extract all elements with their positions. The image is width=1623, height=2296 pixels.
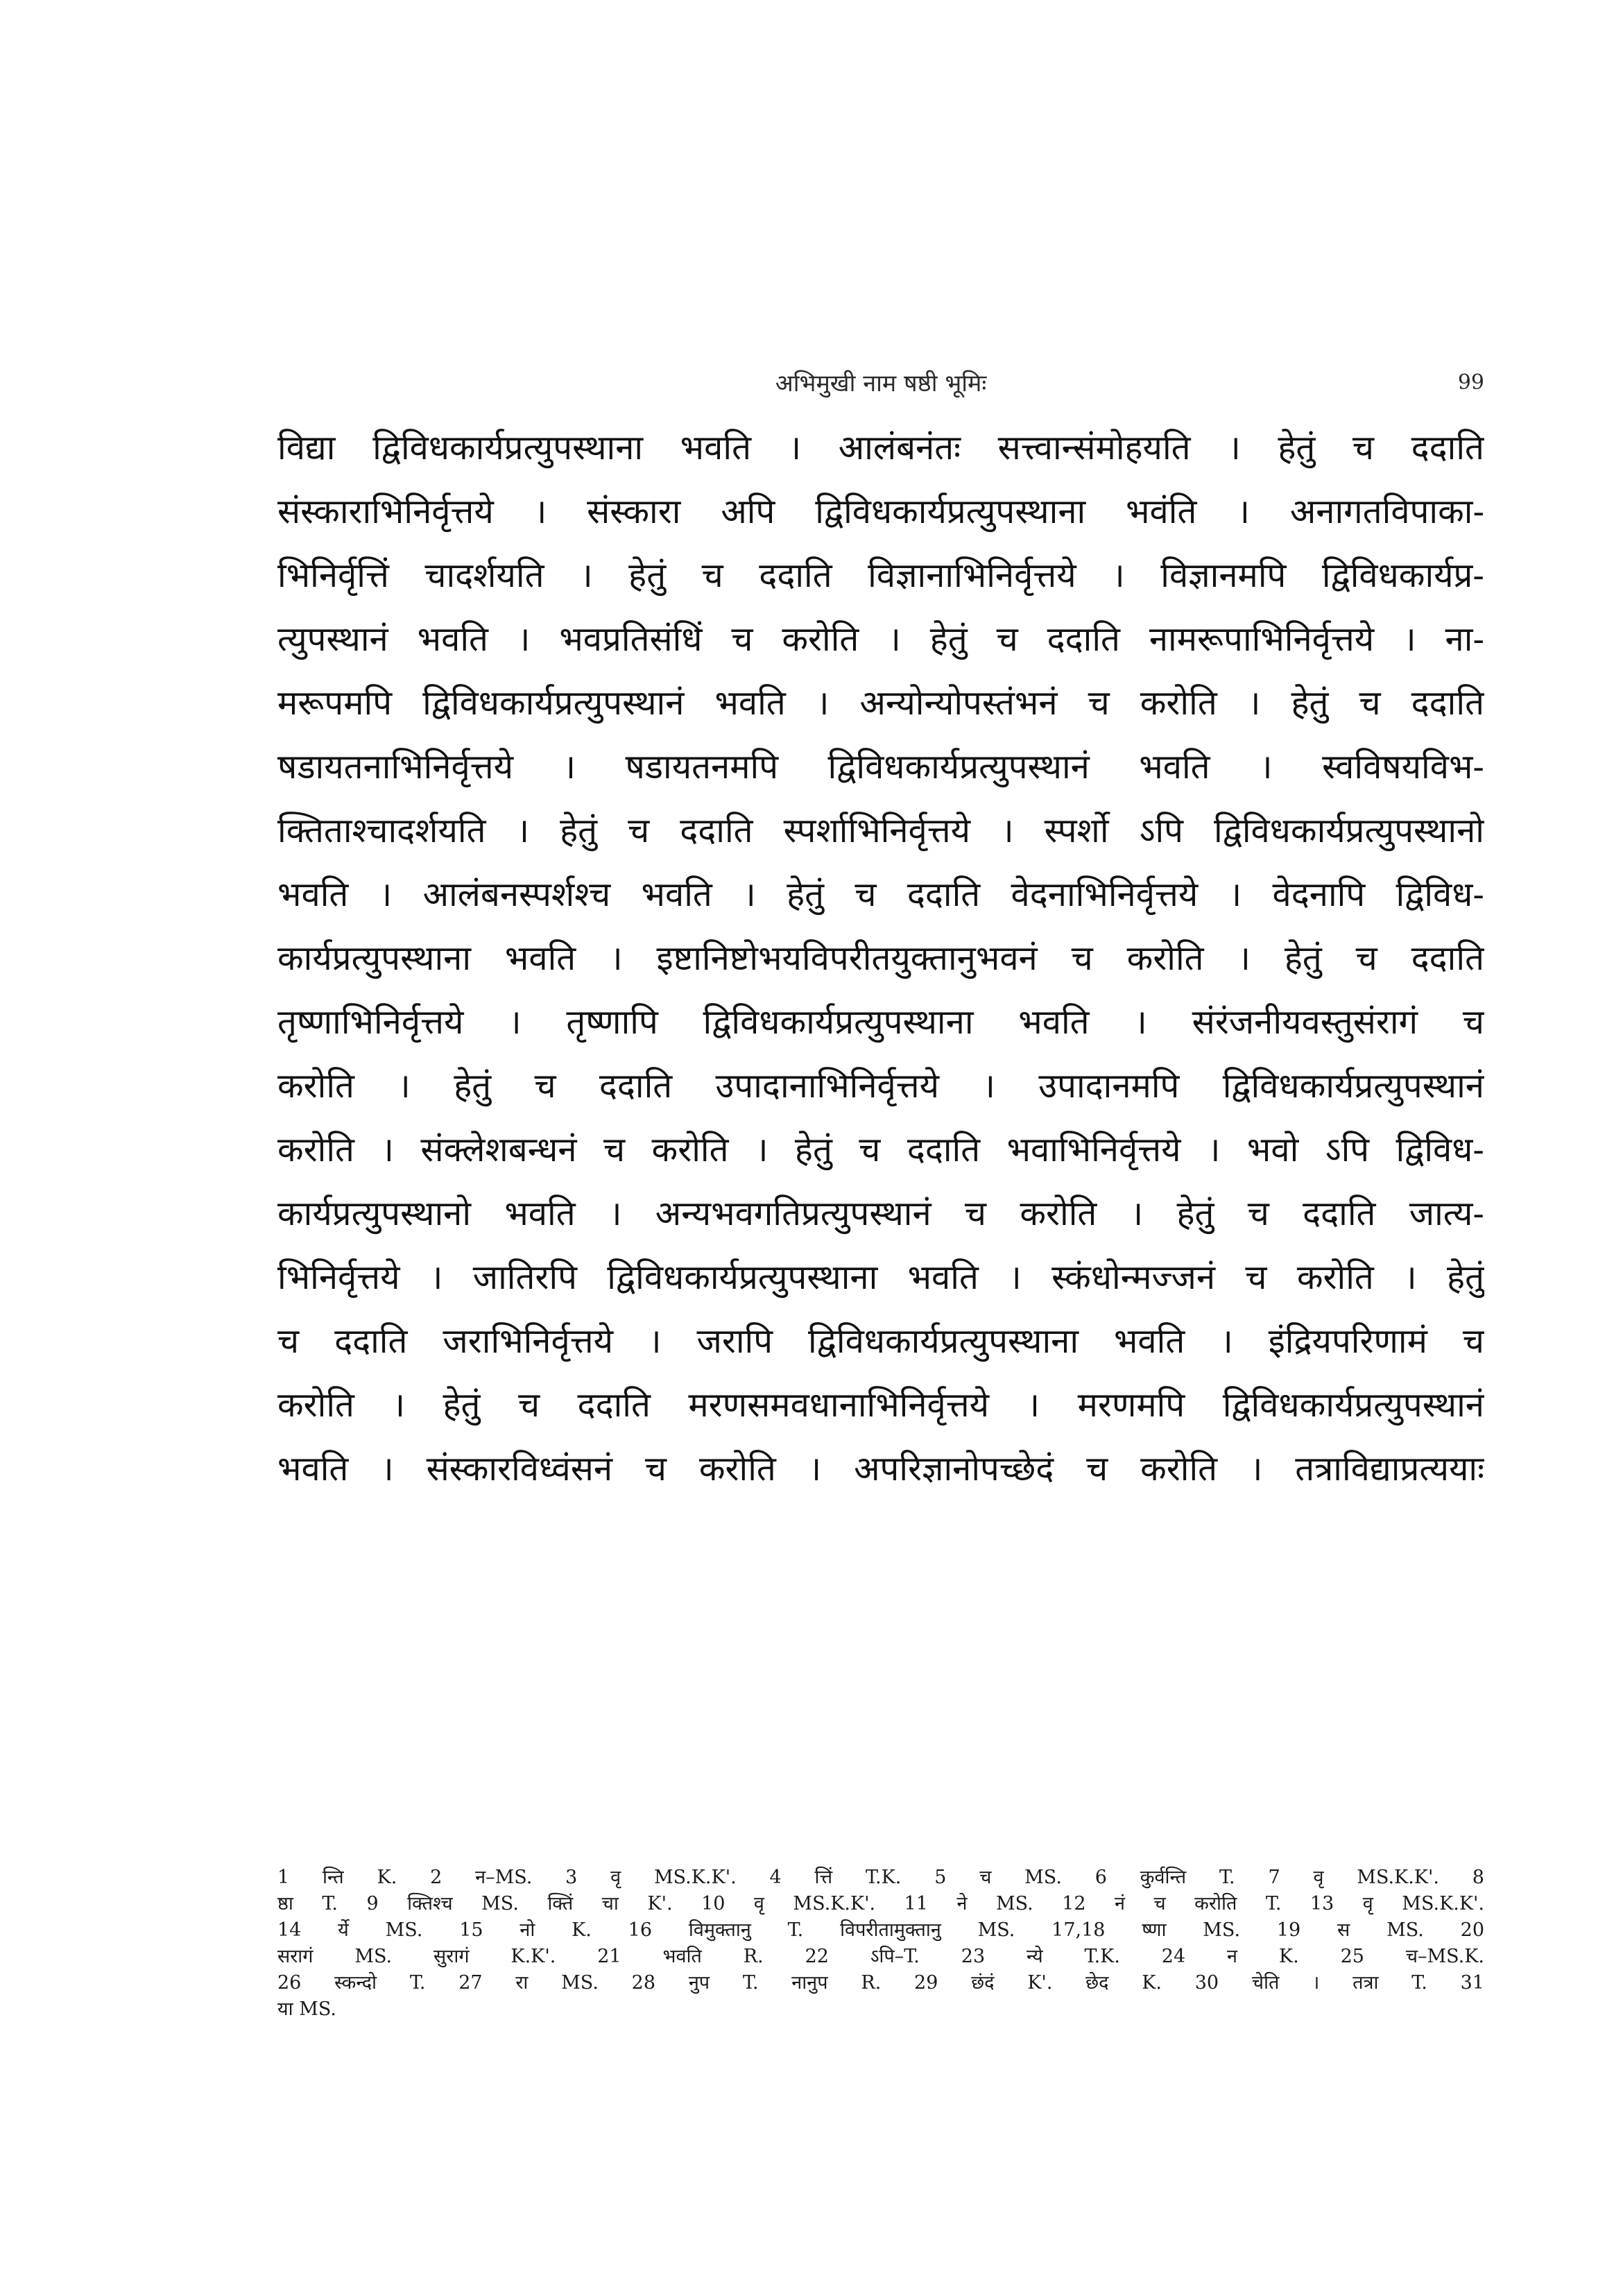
text-line: संस्काराभिनिर्वृत्तये । संस्कारा अपि द्विविधकार्यप्रत्युपस्थाना भवंति । अनागतविपाका- <box>277 492 1484 531</box>
text-line: करोति । संक्लेशबन्धनं च करोति । हेतुं च ददाति भवाभिनिर्वृत्तये । भवो ऽपि द्विविध- <box>277 1130 1484 1170</box>
text-line: त्युपस्थानं भवति । भवप्रतिसंधिं च करोति । हेतुं च ददाति नामरूपाभिनिर्वृत्तये । ना- <box>277 619 1484 659</box>
footnote-line: 1 न्ति K. 2 न–MS. 3 वृ MS.K.K'. 4 त्तिं T.K. 5 च MS. 6 कुर्वन्ति T. 7 वृ MS.K.K'. 8 <box>277 1867 1484 1888</box>
text-line: मरूपमपि द्विविधकार्यप्रत्युपस्थानं भवति । अन्योन्योपस्तंभनं च करोति । हेतुं च ददाति <box>277 683 1484 723</box>
page-number: 99 <box>1457 370 1484 395</box>
main-text-block <box>277 416 1484 1501</box>
footnotes-block <box>277 1865 1484 2023</box>
text-line: विद्या द्विविधकार्यप्रत्युपस्थाना भवति । आलंबनंतः सत्त्वान्संमोहयति । हेतुं च ददाति <box>277 428 1484 468</box>
text-line: करोति । हेतुं च ददाति मरणसमवधानाभिनिर्वृत्तये । मरणमपि द्विविधकार्यप्रत्युपस्थानं <box>277 1385 1484 1425</box>
footnote-line: सरागं MS. सुरागं K.K'. 21 भवति R. 22 ऽपि–T. 23 न्ये T.K. 24 न K. 25 च–MS.K. <box>277 1946 1484 1967</box>
text-line: कार्यप्रत्युपस्थानो भवति । अन्यभवगतिप्रत्युपस्थानं च करोति । हेतुं च ददाति जात्य- <box>277 1194 1484 1233</box>
footnote-line: ष्ठा T. 9 क्तिश्च MS. क्तिं चा K'. 10 वृ MS.K.K'. 11 ने MS. 12 नं च करोति T. 13 वृ MS.K.K'. <box>277 1893 1484 1914</box>
footnote-line: 26 स्कन्दो T. 27 रा MS. 28 नुप T. नानुप R. 29 छंदं K'. छेद K. 30 चेति । तत्रा T. 31 <box>277 1972 1484 1994</box>
text-line: भवति । आलंबनस्पर्शश्च भवति । हेतुं च ददाति वेदनाभिनिर्वृत्तये । वेदनापि द्विविध- <box>277 875 1484 914</box>
text-line: भिनिर्वृत्तये । जातिरपि द्विविधकार्यप्रत्युपस्थाना भवति । स्कंधोन्मज्जनं च करोति । हेतुं <box>277 1258 1484 1297</box>
text-line: च ददाति जराभिनिर्वृत्तये । जरापि द्विविधकार्यप्रत्युपस्थाना भवति । इंद्रियपरिणामं च <box>277 1321 1484 1361</box>
footnote-line: 14 र्ये MS. 15 नो K. 16 विमुक्तानु T. विपरीतामुक्तानु MS. 17,18 ष्णा MS. 19 स MS. 20 <box>277 1919 1484 1941</box>
text-line: तृष्णाभिनिर्वृत्तये । तृष्णापि द्विविधकार्यप्रत्युपस्थाना भवति । संरंजनीयवस्तुसंरागं च <box>277 1002 1484 1042</box>
text-line: क्तिताश्चादर्शयति । हेतुं च ददाति स्पर्शाभिनिर्वृत्तये । स्पर्शो ऽपि द्विविधकार्यप्रत्युपस्थानो <box>277 811 1484 850</box>
text-line: भवति । संस्कारविध्वंसनं च करोति । अपरिज्ञानोपच्छेदं च करोति । तत्राविद्याप्रत्ययाः <box>277 1449 1484 1489</box>
chapter-title: अभिमुखी नाम षष्ठी भूमिः <box>775 370 987 397</box>
footnote-line: या MS. <box>277 1998 336 2020</box>
text-line: कार्यप्रत्युपस्थाना भवति । इष्टानिष्टोभयविपरीतयुक्तानुभवनं च करोति । हेतुं च ददाति <box>277 939 1484 978</box>
running-header <box>277 361 1484 402</box>
text-line: षडायतनाभिनिर्वृत्तये । षडायतनमपि द्विविधकार्यप्रत्युपस्थानं भवति । स्वविषयविभ- <box>277 747 1484 787</box>
text-line: करोति । हेतुं च ददाति उपादानाभिनिर्वृत्तये । उपादानमपि द्विविधकार्यप्रत्युपस्थानं <box>277 1066 1484 1106</box>
text-line: भिनिर्वृत्तिं चादर्शयति । हेतुं च ददाति विज्ञानाभिनिर्वृत्तये । विज्ञानमपि द्विविधकार्यप्र- <box>277 556 1484 595</box>
